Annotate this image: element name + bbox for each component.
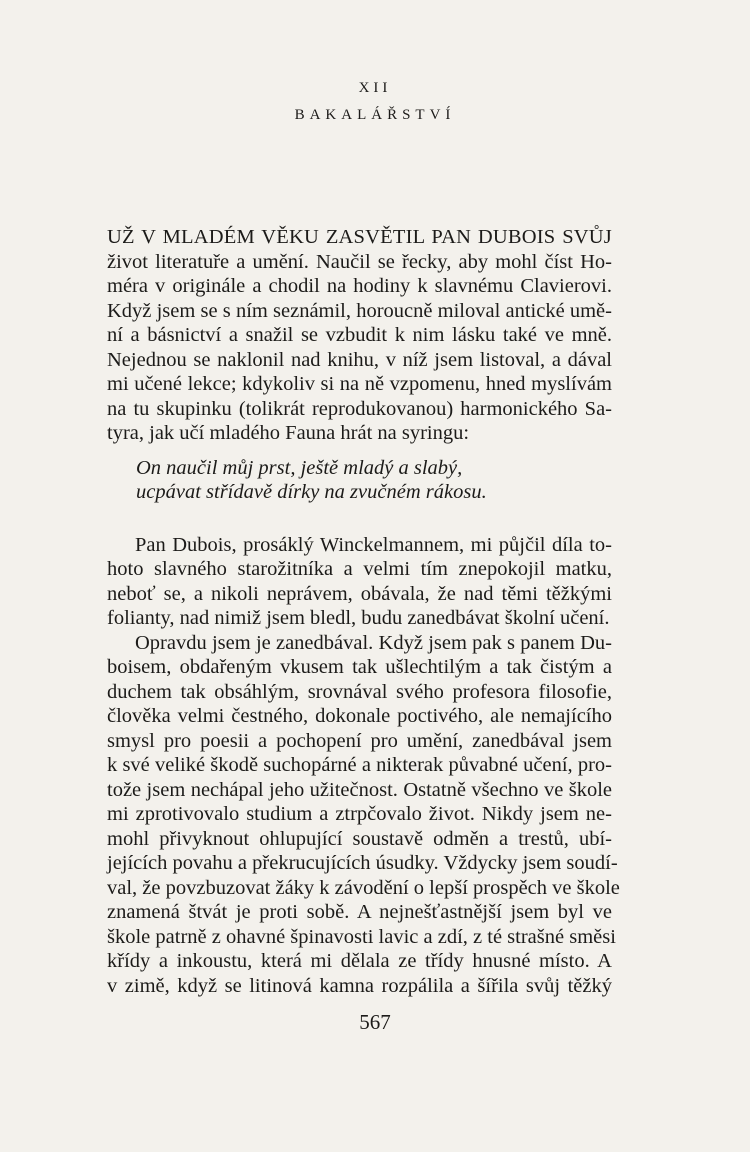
text-line: folianty, nad nimiž jsem bledl, budu zanedbávat školní učení. [107,607,610,629]
text-line: Nejednou se naklonil nad knihu, v níž jsem listoval, a dával [107,348,612,371]
text-line: smysl pro poesii a pochopení pro umění, zanedbával jsem [107,729,612,752]
paragraph-2 [107,533,612,631]
text-line: UŽ V MLADÉM VĚKU ZASVĚTIL PAN DUBOIS SVŮJ [107,226,612,248]
text-line: méra v originále a chodil na hodiny k slavnému Clavierovi. [107,275,612,297]
text-line: boisem, obdařeným vkusem tak ušlechtilým a tak čistým a [107,656,612,678]
text-line: jejících povahu a překrucujících úsudky. Vždycky jsem soudí- [107,852,618,874]
page-number: 567 [359,1010,391,1034]
paragraph-3 [107,631,620,999]
text-line: škole patrně z ohavné špinavosti lavic a zdí, z té strašné směsi [107,925,616,948]
text-line: duchem tak obsáhlým, srovnával svého profesora filosofie, [107,680,612,703]
paragraph-1 [107,225,612,446]
text-line: val, že povzbuzovat žáky k závodění o lepší prospěch ve škole [107,876,620,899]
text-line: mohl přivyknout ohlupující soustavě odměn a trestů, ubí- [107,827,612,850]
verse-line: ucpávat střídavě dírky na zvučném rákosu. [136,481,487,503]
chapter-number: XII [358,80,392,96]
verse-quote [136,456,612,505]
body-text [107,225,620,998]
chapter-title: BAKALÁŘSTVÍ [294,107,456,123]
text-line: Pan Dubois, prosáklý Winckelmannem, mi půjčil díla to- [135,533,612,556]
text-line: k své veliké škodě suchopárné a nikterak půvabné učení, pro- [107,754,612,776]
text-line: ní a básnictví a snažil se vzbudit k nim lásku také ve mně. [107,324,612,346]
text-line: křídy a inkoustu, která mi dělala ze třídy hnusné místo. A [107,950,612,972]
text-line: na tu skupinku (tolikrát reprodukovanou) harmonického Sa- [107,397,612,420]
text-line: Opravdu jsem je zanedbával. Když jsem pak s panem Du- [135,631,612,654]
text-line: život literatuře a umění. Naučil se řecky, aby mohl číst Ho- [107,250,612,273]
text-line: znamená štvát je proti sobě. A nejnešťastnější jsem byl ve [107,901,612,923]
text-line: hoto slavného starožitníka a velmi tím znepokojil matku, [107,558,612,580]
text-line: člověka velmi čestného, dokonale poctivého, ale nemajícího [107,705,612,727]
text-line: Když jsem se s ním seznámil, horoucně miloval antické umě- [107,299,612,322]
text-line: tože jsem nechápal jeho užitečnost. Ostatně všechno ve škole [107,778,612,801]
text-line: mi zprotivovalo studium a ztrpčovalo život. Nikdy jsem ne- [107,803,612,825]
text-line: neboť se, a nikoli neprávem, obávala, že nad těmi těžkými [107,582,612,605]
verse-line: On naučil můj prst, ještě mladý a slabý, [136,456,463,479]
text-line: v zimě, když se litinová kamna rozpálila a šířila svůj těžký [107,974,612,997]
text-line: mi učené lekce; kdykoliv si na ně vzpomenu, hned myslívám [107,373,612,395]
text-line: tyra, jak učí mladého Fauna hrát na syringu: [107,422,470,444]
